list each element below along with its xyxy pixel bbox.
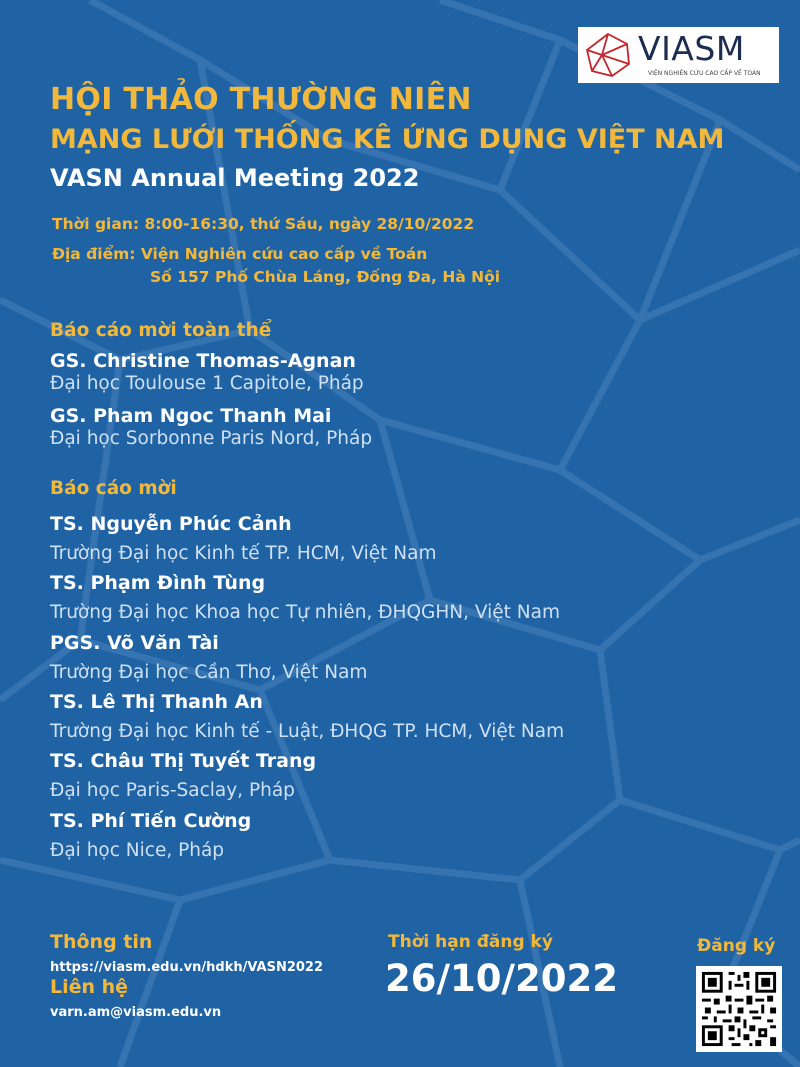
invited-speaker-name: TS. Nguyễn Phúc Cảnh bbox=[50, 513, 292, 535]
plenary-speaker-name: GS. Christine Thomas-Agnan bbox=[50, 350, 356, 372]
deadline-label: Thời hạn đăng ký bbox=[388, 932, 553, 952]
deadline-date: 26/10/2022 bbox=[385, 957, 618, 1000]
event-address: Số 157 Phố Chùa Láng, Đống Đa, Hà Nội bbox=[150, 268, 501, 286]
invited-speaker-name: PGS. Võ Văn Tài bbox=[50, 632, 219, 654]
info-url-link[interactable]: https://viasm.edu.vn/hdkh/VASN2022 bbox=[50, 960, 324, 975]
title-vietnamese-line1: HỘI THẢO THƯỜNG NIÊN bbox=[50, 82, 472, 117]
plenary-speaker-affiliation: Đại học Toulouse 1 Capitole, Pháp bbox=[50, 373, 364, 394]
title-english: VASN Annual Meeting 2022 bbox=[50, 164, 420, 192]
plenary-speaker-affiliation: Đại học Sorbonne Paris Nord, Pháp bbox=[50, 428, 373, 449]
logo-tagline: VIỆN NGHIÊN CỨU CAO CẤP VỀ TOÁN bbox=[648, 70, 761, 77]
invited-speaker-affiliation: Đại học Paris-Saclay, Pháp bbox=[50, 780, 295, 801]
invited-heading: Báo cáo mời bbox=[50, 478, 177, 499]
viasm-logo bbox=[578, 27, 779, 83]
invited-speaker-name: TS. Phí Tiến Cường bbox=[50, 810, 252, 832]
invited-speaker-name: TS. Phạm Đình Tùng bbox=[50, 572, 266, 594]
invited-speaker-affiliation: Trường Đại học Kinh tế TP. HCM, Việt Nam bbox=[50, 543, 437, 564]
register-label: Đăng ký bbox=[697, 936, 776, 956]
invited-speaker-affiliation: Đại học Nice, Pháp bbox=[50, 840, 225, 861]
contact-heading: Liên hệ bbox=[50, 976, 129, 998]
polyhedron-logo-icon bbox=[584, 31, 632, 79]
info-heading: Thông tin bbox=[50, 931, 153, 953]
invited-speaker-name: TS. Lê Thị Thanh An bbox=[50, 691, 263, 713]
plenary-heading: Báo cáo mời toàn thể bbox=[50, 320, 272, 341]
invited-speaker-name: TS. Châu Thị Tuyết Trang bbox=[50, 750, 317, 772]
invited-speaker-affiliation: Trường Đại học Cần Thơ, Việt Nam bbox=[50, 662, 368, 683]
event-time: Thời gian: 8:00-16:30, thứ Sáu, ngày 28/10/2022 bbox=[52, 215, 475, 233]
title-vietnamese-line2: MẠNG LƯỚI THỐNG KÊ ỨNG DỤNG VIỆT NAM bbox=[50, 124, 725, 155]
plenary-speaker-name: GS. Pham Ngoc Thanh Mai bbox=[50, 405, 332, 427]
event-venue: Địa điểm: Viện Nghiên cứu cao cấp về Toán bbox=[52, 245, 428, 263]
qr-code-icon[interactable] bbox=[696, 966, 782, 1052]
logo-wordmark: VIASM bbox=[638, 29, 745, 68]
invited-speaker-affiliation: Trường Đại học Khoa học Tự nhiên, ĐHQGHN, Việt Nam bbox=[50, 602, 560, 623]
contact-email-link[interactable]: varn.am@viasm.edu.vn bbox=[50, 1005, 222, 1020]
invited-speaker-affiliation: Trường Đại học Kinh tế - Luật, ĐHQG TP. HCM, Việt Nam bbox=[50, 721, 565, 742]
